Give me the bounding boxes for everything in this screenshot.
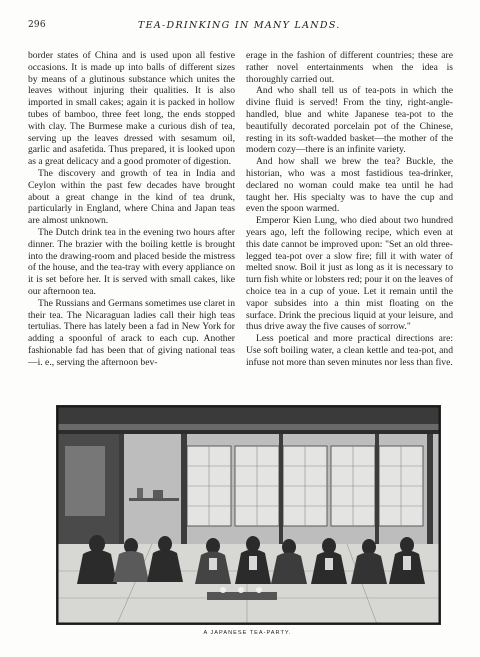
paragraph: The Russians and Germans sometimes use claret in their tea. The Nicaraguan ladies call their high teas tertulias. There has lately been a fad in New York for adding a spoonful of arack to each cup. Another fashionable fad has been that of giving national teas—i. e., serving the afternoon bev- <box>28 297 235 368</box>
paragraph: erage in the fashion of different countries; these are rather novel entertainments when the idea is thoroughly carried out. <box>246 50 453 85</box>
paragraph: And who shall tell us of tea-pots in which the divine fluid is served! From the tiny, right-angle-handled, blue and white Japanese tea-pot to the beautifully decorated porcelain pot of the Chinese, resting in its soft-wadded basket—the mother of the modern cozy—there is an infinite variety. <box>246 85 453 156</box>
figure-caption: A JAPANESE TEA-PARTY. <box>203 630 292 636</box>
tea-party-photograph <box>56 405 441 625</box>
running-title: TEA-DRINKING IN MANY LANDS. <box>138 20 341 31</box>
running-head <box>28 20 452 34</box>
paragraph: The discovery and growth of tea in India and Ceylon within the past few decades have brought about a great change in the kind of tea drunk, particularly in England, where China and Japan teas are almost unknown. <box>28 167 235 227</box>
photo-illustration <box>57 406 440 624</box>
right-column <box>246 50 453 369</box>
paragraph: Emperor Kien Lung, who died about two hundred years ago, left the following recipe, which even at this date cannot be improved upon: "Set an old three-legged tea-pot over a slow fire; fill it with water of melted snow. Boil it just as long as it is necessary to turn fish white or lobsters red; pour it on the leaves of choice tea in a cup of youe. Let it remain until the vapor subsides into a thin mist floating on the surface. Drink the precious liquid at your leisure, and thus drive away the five causes of sorrow." <box>246 215 453 333</box>
paragraph: border states of China and is used upon all festive occasions. It is made up into balls of different sizes by means of a glutinous substance which unites the leaves without injuring their qualities. It is also imported in small cakes; again it is packed in hollow tubes of bamboo, three feet long, the ends stopped with clay. The Burmese make a curious dish of tea, serving up the leaves dressed with sesamum oil, garlic and asafetida. Thus prepared, it is looked upon as a great delicacy and a good promoter of digestion. <box>28 50 235 168</box>
paragraph: And how shall we brew the tea? Buckle, the historian, who was a most fastidious tea-drinker, declared no woman could make tea until he had taught her. His specialty was to have the cup and even the spoon warmed. <box>246 156 453 215</box>
page-number: 296 <box>28 20 46 30</box>
paragraph: Less poetical and more practical directions are: Use soft boiling water, a clean kettle and tea-pot, and infuse not more than seven minutes nor less than five. <box>246 333 453 368</box>
left-column <box>28 50 235 369</box>
paragraph: The Dutch drink tea in the evening two hours after dinner. The brazier with the boiling kettle is brought into the drawing-room and placed beside the mistress of the house, and the tea-tray with every appliance on it is set before her. It is served with small cakes, like our afternoon tea. <box>28 226 235 297</box>
